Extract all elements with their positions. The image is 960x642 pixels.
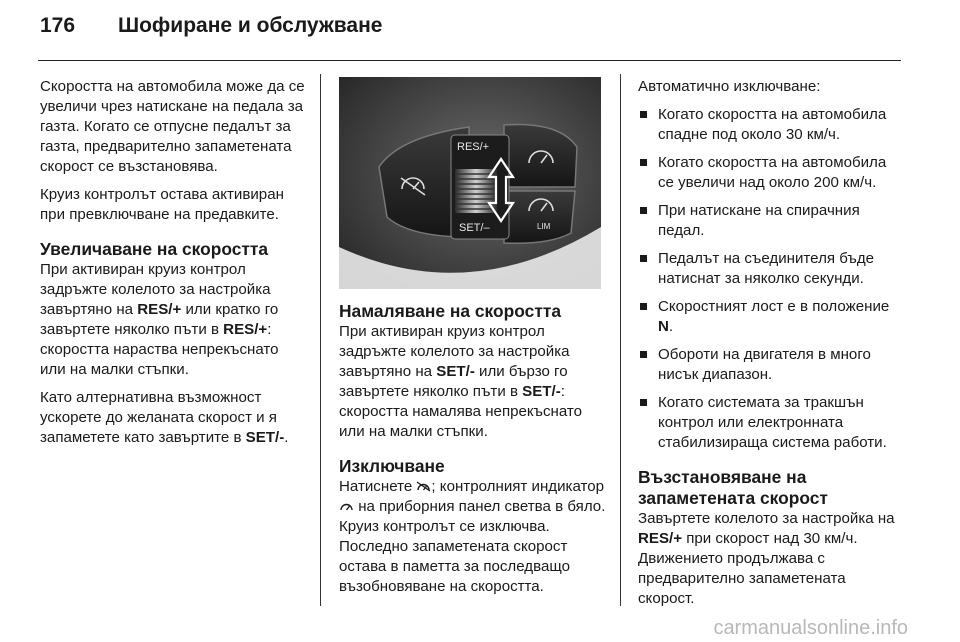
paragraph: Круиз контролът остава активиран при превключване на предавките. — [40, 186, 284, 223]
list-item: Обороти на двигателя в много нисък диапазон. — [638, 345, 906, 385]
list-item: Когато системата за тракшън контрол или електронната стабилизираща система работи. — [638, 393, 906, 453]
auto-off-list — [638, 105, 906, 453]
paragraph: При активиран круиз контрол задръжте колелото за настройка завъртяно на RES/+ или кратко го завъртете няколко пъти в RES/+: скоростта нараства непрекъснато или на малки стъпки. — [40, 261, 279, 378]
cruise-off-icon — [416, 480, 431, 492]
column-divider-2 — [620, 74, 621, 606]
watermark: carmanualsonline.info — [713, 617, 908, 639]
list-item: Когато скоростта на автомобила спадне под около 30 км/ч. — [638, 105, 906, 145]
column-3 — [638, 77, 906, 617]
page-title: Шофиране и обслужване — [118, 14, 383, 37]
steering-wheel-controls-image — [339, 77, 601, 289]
list-item: Когато скоростта на автомобила се увеличи над около 200 км/ч. — [638, 153, 906, 193]
page-number: 176 — [40, 14, 76, 37]
page-header — [40, 14, 382, 38]
column-divider-1 — [320, 74, 321, 606]
cruise-indicator-icon — [339, 500, 354, 512]
label-res: RES/+ — [457, 141, 490, 153]
paragraph: Като алтернативна възможност ускорете до желаната скорост и я запаметете като завъртите в SET/-. — [40, 389, 289, 446]
paragraph: При активиран круиз контрол задръжте колелото за настройка завъртяно на SET/- или бързо го завъртете няколко пъти в SET/-: скоростта намалява непрекъснато или на малки стъпки. — [339, 323, 583, 440]
paragraph: Скоростта на автомобила може да се увеличи чрез натискане на педала за газта. Когато се отпусне педалът за газта, предварително запаметената скорост се възстановява. — [40, 78, 305, 175]
column-2 — [339, 301, 607, 605]
heading-increase-speed: Увеличаване на скоростта — [40, 239, 269, 259]
list-item: Скоростният лост е в положение N. — [638, 297, 906, 337]
paragraph: Натиснете ; контролният индикатор на приборния панел светва в бяло. Круиз контролът се изключва. Последно запаметената скорост остава в паметта за последващо възобновяване на скоростта. — [339, 478, 606, 595]
heading-switch-off: Изключване — [339, 456, 445, 476]
label-lim: LIM — [537, 222, 551, 231]
header-rule — [38, 60, 901, 61]
auto-off-intro: Автоматично изключване: — [638, 78, 821, 95]
column-1 — [40, 77, 308, 456]
label-set: SET/– — [459, 222, 490, 234]
paragraph: Завъртете колелото за настройка на RES/+ при скорост над 30 км/ч. Движението продължава с предварително запаметената скорост. — [638, 510, 895, 607]
heading-restore-speed: Възстановяване на запаметената скорост — [638, 467, 828, 508]
list-item: При натискане на спирачния педал. — [638, 201, 906, 241]
heading-decrease-speed: Намаляване на скоростта — [339, 301, 562, 321]
list-item: Педалът на съединителя бъде натиснат за няколко секунди. — [638, 249, 906, 289]
